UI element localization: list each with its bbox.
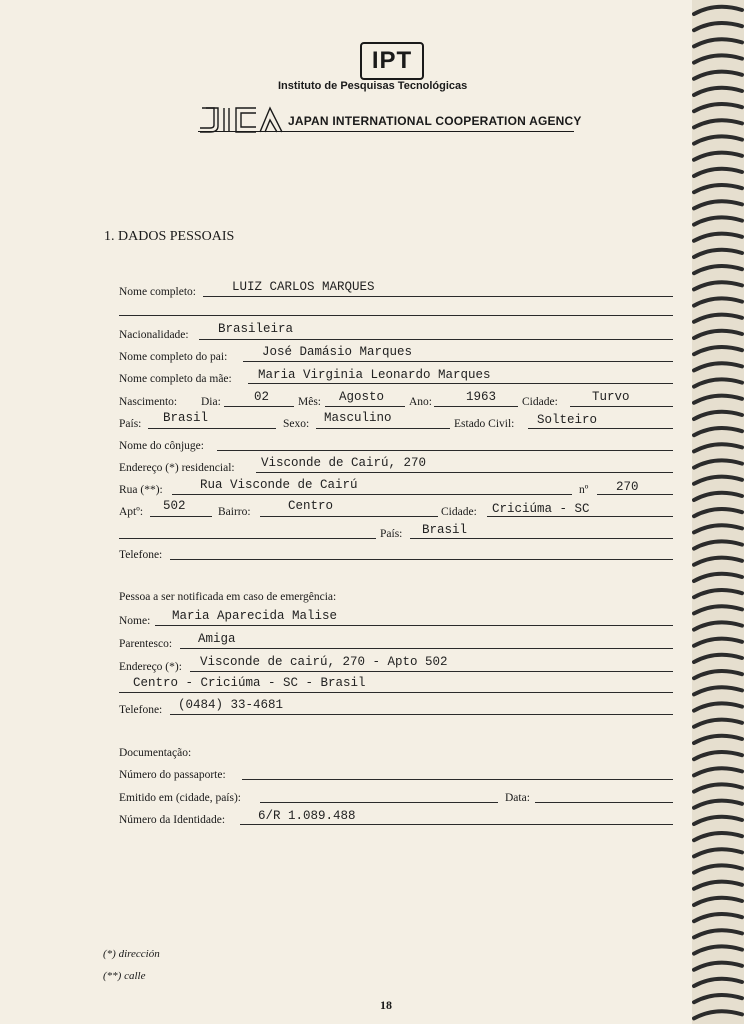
field-apto[interactable]: 502 [163, 499, 186, 513]
field-mes[interactable]: Agosto [339, 390, 385, 404]
line-pais [148, 428, 276, 429]
field-endereco[interactable]: Visconde de Cairú, 270 [261, 456, 427, 470]
label-emitido: Emitido em (cidade, país): [119, 792, 241, 804]
line-identidade [240, 824, 673, 825]
institute-name: Instituto de Pesquisas Tecnológicas [278, 80, 468, 92]
footnote-calle: (**) calle [103, 970, 146, 982]
spiral-binding-icon [692, 0, 744, 1024]
label-telefone: Telefone: [119, 549, 163, 561]
label-cidade2: Cidade: [441, 506, 477, 518]
label-documentacao: Documentação: [119, 747, 192, 759]
line-conjuge [217, 450, 673, 451]
line-ano [434, 406, 518, 407]
line-emerg-nome [155, 625, 673, 626]
label-endereco: Endereço (*) residencial: [119, 462, 235, 474]
line-nacionalidade [199, 339, 673, 340]
field-parentesco[interactable]: Amiga [198, 632, 236, 646]
line-telefone-emerg [170, 714, 673, 715]
field-sexo[interactable]: Masculino [324, 411, 392, 425]
field-emerg-nome[interactable]: Maria Aparecida Malise [172, 609, 338, 623]
field-dia[interactable]: 02 [254, 390, 270, 404]
line-apto [150, 516, 212, 517]
field-rua[interactable]: Rua Visconde de Cairú [200, 478, 358, 492]
line-cidade2 [487, 516, 673, 517]
header-rule [198, 131, 574, 132]
field-pais[interactable]: Brasil [163, 411, 209, 425]
field-endereco-emerg[interactable]: Visconde de cairú, 270 - Apto 502 [200, 655, 448, 669]
field-estado-civil[interactable]: Solteiro [537, 413, 598, 427]
line-parentesco [180, 648, 673, 649]
ipt-logo: IPT [360, 42, 424, 80]
label-dia: Dia: [201, 396, 221, 408]
section-title: 1. DADOS PESSOAIS [104, 229, 235, 244]
line-numero [597, 494, 673, 495]
label-emerg-nome: Nome: [119, 615, 151, 627]
label-bairro: Bairro: [218, 506, 251, 518]
field-telefone-emerg[interactable]: (0484) 33-4681 [178, 698, 284, 712]
field-identidade[interactable]: 6/R 1.089.488 [258, 809, 356, 823]
line-telefone [170, 559, 673, 560]
line-bairro [260, 516, 438, 517]
line-endereco [256, 472, 673, 473]
field-nacionalidade[interactable]: Brasileira [218, 322, 294, 336]
label-nome-pai: Nome completo do pai: [119, 351, 228, 363]
line-endereco-emerg [190, 671, 673, 672]
field-bairro[interactable]: Centro [288, 499, 334, 513]
label-emergencia: Pessoa a ser notificada em caso de emergência: [119, 591, 337, 603]
footnote-direccion: (*) dirección [103, 948, 160, 960]
label-estado-civil: Estado Civil: [454, 418, 515, 430]
label-identidade: Número da Identidade: [119, 814, 226, 826]
label-pais2: País: [380, 528, 403, 540]
line-nome-completo [203, 296, 673, 297]
field-nome-completo[interactable]: LUIZ CARLOS MARQUES [232, 280, 375, 294]
field-cidade2[interactable]: Criciúma - SC [492, 502, 590, 516]
line-nome-pai [243, 361, 673, 362]
agency-name: JAPAN INTERNATIONAL COOPERATION AGENCY [288, 114, 582, 128]
line-extra [119, 538, 376, 539]
label-numero: nº [579, 484, 589, 496]
label-endereco-emerg: Endereço (*): [119, 661, 182, 673]
label-nome-mae: Nome completo da mãe: [119, 373, 232, 385]
label-apto: Aptº: [119, 506, 144, 518]
label-parentesco: Parentesco: [119, 638, 173, 650]
label-rua: Rua (**): [119, 484, 163, 496]
line-mes [325, 406, 405, 407]
label-nascimento: Nascimento: [119, 396, 178, 408]
label-telefone-emerg: Telefone: [119, 704, 163, 716]
label-passaporte: Número do passaporte: [119, 769, 226, 781]
label-data: Data: [505, 792, 530, 804]
line-sexo [316, 428, 450, 429]
label-cidade: Cidade: [522, 396, 558, 408]
line-endereco-emerg-2 [119, 692, 673, 693]
field-endereco-emerg-2[interactable]: Centro - Criciúma - SC - Brasil [133, 676, 366, 690]
jica-logo-icon [198, 106, 284, 134]
line-estado-civil [528, 428, 673, 429]
label-mes: Mês: [298, 396, 321, 408]
line-nome-mae [248, 383, 673, 384]
field-ano[interactable]: 1963 [466, 390, 497, 404]
label-pais: País: [119, 418, 142, 430]
line-cidade [570, 406, 673, 407]
field-nome-pai[interactable]: José Damásio Marques [262, 345, 413, 359]
field-cidade[interactable]: Turvo [592, 390, 630, 404]
line-dia [224, 406, 294, 407]
line-pais2 [410, 538, 673, 539]
line-emitido [260, 802, 498, 803]
label-sexo: Sexo: [283, 418, 310, 430]
line-passaporte [242, 779, 673, 780]
field-numero[interactable]: 270 [616, 480, 639, 494]
line-nome-completo-2 [119, 315, 673, 316]
field-pais2[interactable]: Brasil [422, 523, 468, 537]
label-nacionalidade: Nacionalidade: [119, 329, 189, 341]
line-data [535, 802, 673, 803]
label-ano: Ano: [409, 396, 432, 408]
label-nome-completo: Nome completo: [119, 286, 196, 298]
label-conjuge: Nome do cônjuge: [119, 440, 204, 452]
field-nome-mae[interactable]: Maria Virginia Leonardo Marques [258, 368, 491, 382]
page-number: 18 [380, 998, 392, 1012]
line-rua [172, 494, 572, 495]
